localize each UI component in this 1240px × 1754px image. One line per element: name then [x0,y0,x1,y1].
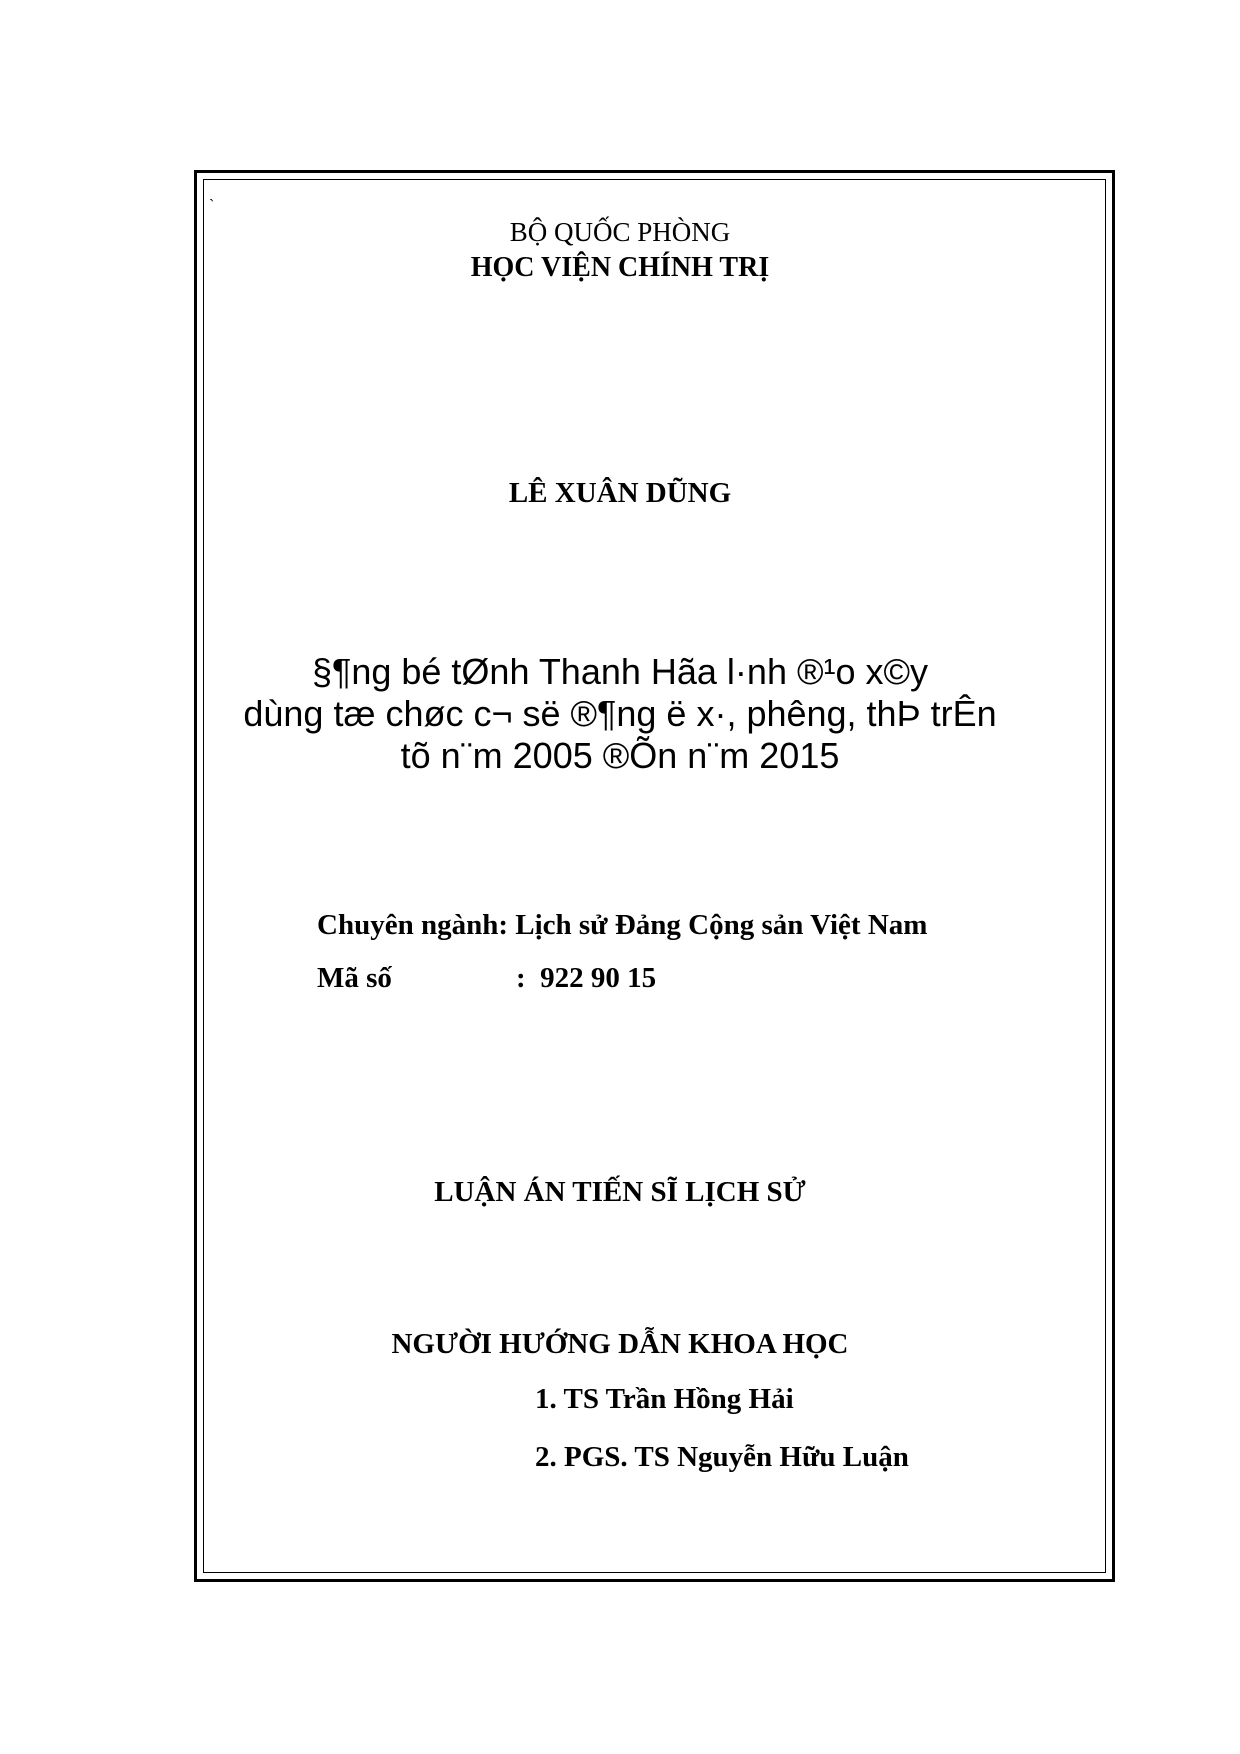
code-separator: : [516,962,526,994]
ministry-name: BỘ QUỐC PHÒNG [509,217,731,247]
academy-name: HỌC VIỆN CHÍNH TRỊ [470,252,770,283]
advisor-item: 2. PGS. TS Nguyễn Hữu Luận [535,1441,909,1473]
thesis-title-line-1: §¶ng bé tØnh Thanh Hãa l·nh ®¹o x©y [311,651,929,692]
code-label: Mã số [317,962,392,994]
stray-mark: ` [209,197,215,214]
thesis-title-line-3: tõ n¨m 2005 ®Õn n¨m 2015 [400,735,840,776]
specialization-label: Chuyên ngành: [317,909,508,941]
code-value: 922 90 15 [540,962,657,994]
code-value-row [516,961,656,995]
specialization-row [317,908,927,942]
page-border-inner [203,179,1106,1573]
page-border [194,170,1115,1582]
degree-title: LUẬN ÁN TIẾN SĨ LỊCH SỬ [434,1176,806,1208]
advisors-heading: NGƯỜI HƯỚNG DẪN KHOA HỌC [391,1328,849,1360]
specialization-value: Lịch sử Đảng Cộng sản Việt Nam [515,909,928,941]
advisor-item: 1. TS Trần Hồng Hải [535,1383,794,1415]
author-name: LÊ XUÂN DŨNG [508,477,732,509]
thesis-title-line-2: dùng tæ chøc c¬ së ®¶ng ë x·, phêng, thÞ trÊn [243,693,997,734]
